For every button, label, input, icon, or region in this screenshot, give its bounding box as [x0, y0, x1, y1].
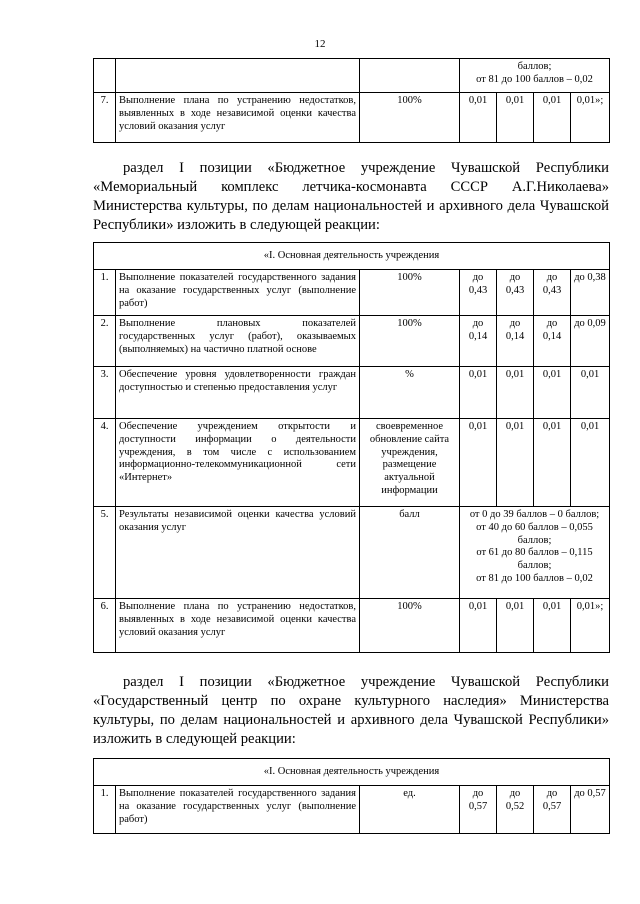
- value-cell: до 0,38: [571, 270, 610, 316]
- value-cell: 0,01: [534, 599, 571, 653]
- indicator-name: Обеспечение учреждением открытости и доступности информации о деятельности учреждения, в том числе с использованием информационно-телекоммуникационной сети «Интернет»: [116, 419, 360, 507]
- indicator-name: Обеспечение уровня удовлетворенности граждан доступностью и степенью предоставления услуг: [116, 367, 360, 419]
- value-cell: 0,01»;: [571, 93, 610, 143]
- value-cell: до 0,09: [571, 316, 610, 367]
- paragraph-1: раздел I позиции «Бюджетное учреждение Чувашской Республики «Мемориальный комплекс летчика-космонавта СССР А.Г.Николаева» Министерства культуры, по делам национальностей и архивного дела Чувашской Республики» изложить в следующей реакции:: [93, 160, 609, 233]
- indicator-name: Результаты независимой оценки качества условий оказания услуг: [116, 507, 360, 599]
- indicator-name: Выполнение плановых показателей государственных услуг (работ), оказываемых (выполняемых) на частично платной основе: [116, 316, 360, 367]
- value-cell: до 0,57: [534, 786, 571, 834]
- value-cell: 0,01: [460, 599, 497, 653]
- value-cell: 0,01: [534, 367, 571, 419]
- indicator-unit: ед.: [360, 786, 460, 834]
- section-header: «I. Основная деятельность учреждения: [94, 243, 610, 270]
- value-cell: 0,01»;: [571, 599, 610, 653]
- indicator-unit: 100%: [360, 316, 460, 367]
- table-row: [94, 419, 610, 507]
- score-scale: баллов; от 81 до 100 баллов – 0,02: [460, 59, 610, 93]
- indicator-name: Выполнение показателей государственного задания на оказание государственных услуг (выполнение работ): [116, 270, 360, 316]
- value-cell: 0,01: [571, 419, 610, 507]
- indicator-name: Выполнение плана по устранению недостатков, выявленных в ходе независимой оценки качества условий оказания услуг: [116, 599, 360, 653]
- table-continuation: [93, 58, 610, 143]
- table-row: [94, 93, 610, 143]
- row-number: 2.: [94, 316, 116, 367]
- value-cell: 0,01: [460, 419, 497, 507]
- indicator-unit: 100%: [360, 599, 460, 653]
- table-main-activity-2: [93, 758, 610, 834]
- row-number: 4.: [94, 419, 116, 507]
- value-cell: до 0,57: [460, 786, 497, 834]
- page-number: 12: [314, 38, 326, 50]
- table-row: [94, 270, 610, 316]
- paragraph-2: раздел I позиции «Бюджетное учреждение Чувашской Республики «Государственный центр по охране культурного наследия» Министерства культуры, по делам национальностей и архивного дела Чувашской Республики» изложить в следующей реакции:: [93, 674, 609, 747]
- row-number: 1.: [94, 270, 116, 316]
- table-row: [94, 599, 610, 653]
- value-cell: 0,01: [497, 93, 534, 143]
- value-cell: 0,01: [534, 93, 571, 143]
- table-row: [94, 59, 610, 93]
- value-cell: до 0,14: [460, 316, 497, 367]
- value-cell: до 0,14: [497, 316, 534, 367]
- table-row: [94, 786, 610, 834]
- value-cell: до 0,14: [534, 316, 571, 367]
- value-cell: до 0,52: [497, 786, 534, 834]
- indicator-unit: 100%: [360, 93, 460, 143]
- table-row: [94, 507, 610, 599]
- table-row: [94, 367, 610, 419]
- indicator-unit: %: [360, 367, 460, 419]
- indicator-name: Выполнение плана по устранению недостатков, выявленных в ходе независимой оценки качества условий оказания услуг: [116, 93, 360, 143]
- row-number: 6.: [94, 599, 116, 653]
- table-header-row: [94, 243, 610, 270]
- value-cell: до 0,43: [534, 270, 571, 316]
- value-cell: до 0,43: [497, 270, 534, 316]
- row-number: 1.: [94, 786, 116, 834]
- table-header-row: [94, 759, 610, 786]
- table-main-activity: [93, 242, 610, 653]
- section-header: «I. Основная деятельность учреждения: [94, 759, 610, 786]
- value-cell: 0,01: [497, 367, 534, 419]
- value-cell: 0,01: [460, 93, 497, 143]
- indicator-unit: балл: [360, 507, 460, 599]
- row-number: 7.: [94, 93, 116, 143]
- row-number: 5.: [94, 507, 116, 599]
- score-scale: от 0 до 39 баллов – 0 баллов; от 40 до 60 баллов – 0,055 баллов; от 61 до 80 баллов – 0,115 баллов; от 81 до 100 баллов – 0,02: [460, 507, 610, 599]
- value-cell: 0,01: [497, 419, 534, 507]
- value-cell: 0,01: [571, 367, 610, 419]
- value-cell: 0,01: [460, 367, 497, 419]
- indicator-unit: своевременное обновление сайта учреждения, размещение актуальной информации: [360, 419, 460, 507]
- value-cell: 0,01: [534, 419, 571, 507]
- indicator-name: Выполнение показателей государственного задания на оказание государственных услуг (выполнение работ): [116, 786, 360, 834]
- value-cell: до 0,43: [460, 270, 497, 316]
- table-row: [94, 316, 610, 367]
- row-number: 3.: [94, 367, 116, 419]
- indicator-unit: 100%: [360, 270, 460, 316]
- value-cell: 0,01: [497, 599, 534, 653]
- value-cell: до 0,57: [571, 786, 610, 834]
